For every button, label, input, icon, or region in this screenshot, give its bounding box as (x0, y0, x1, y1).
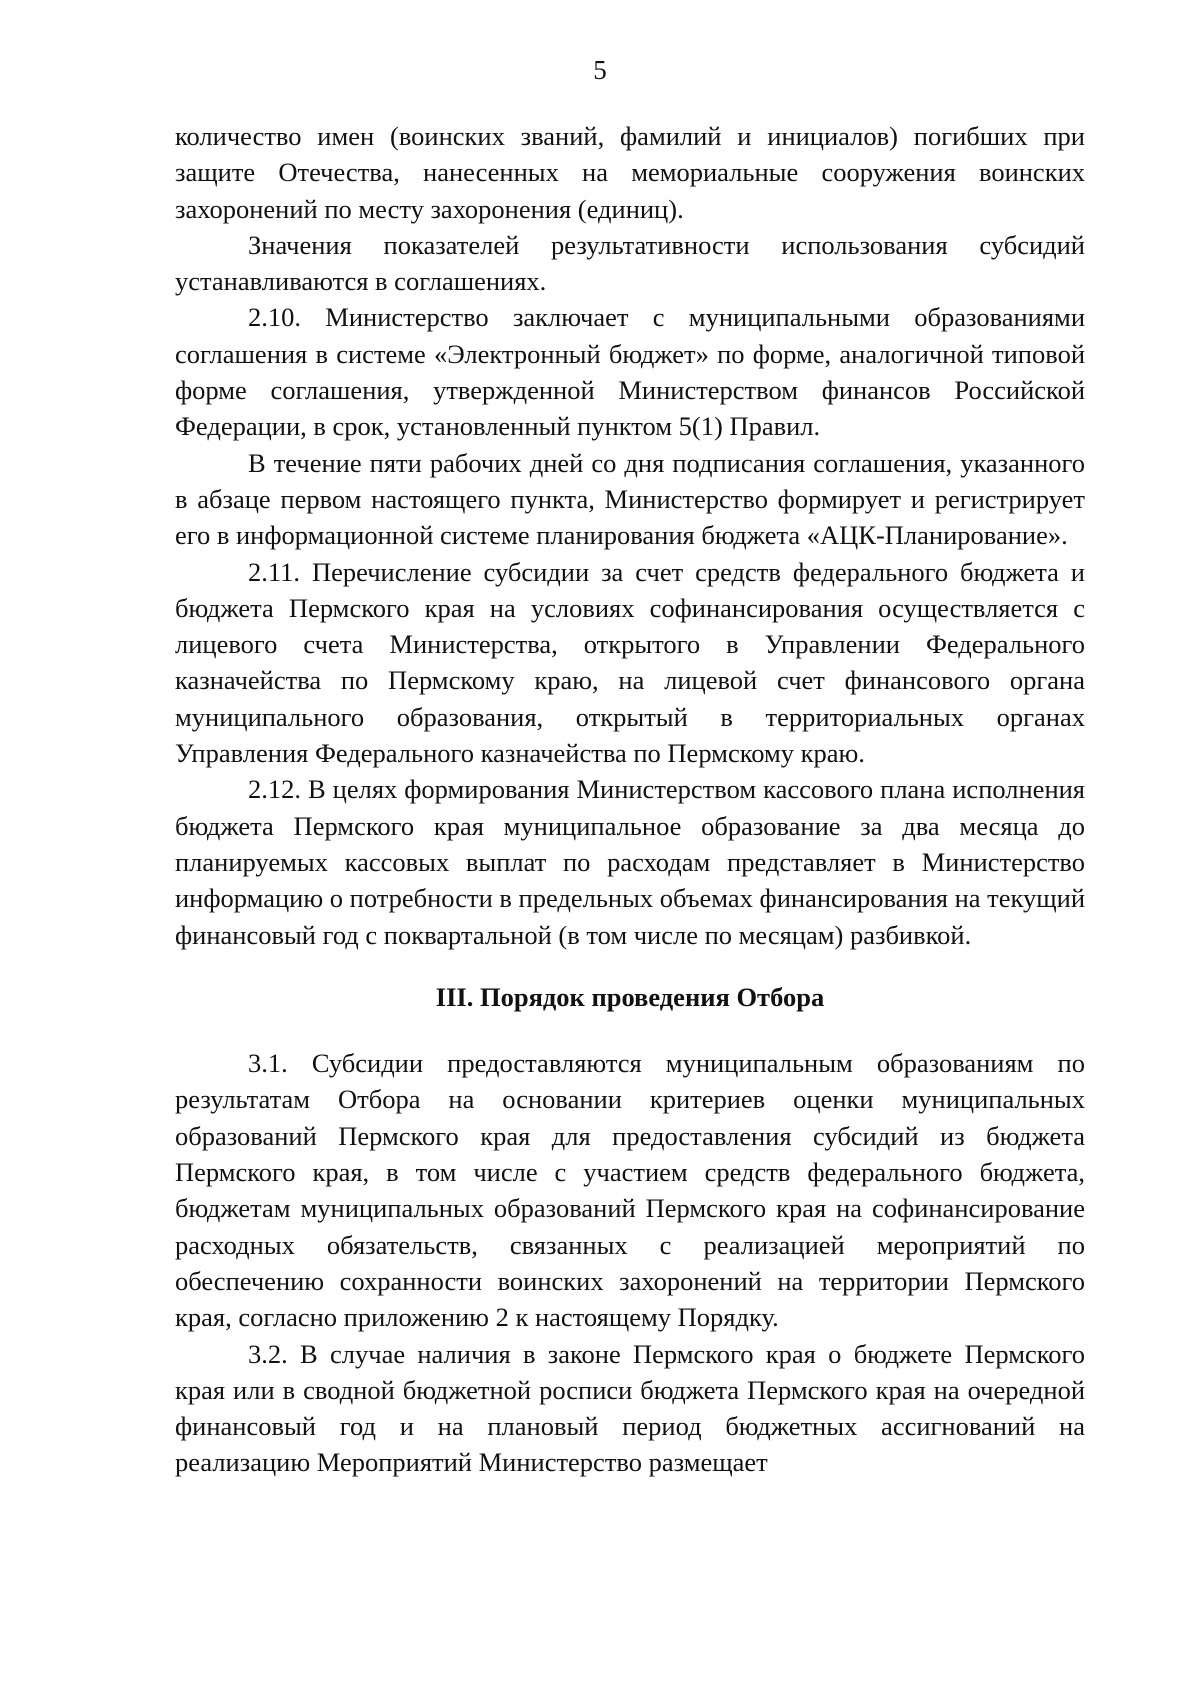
paragraphs-after-section (175, 1045, 1085, 1481)
paragraphs-before-section (175, 118, 1085, 953)
paragraph: 2.10. Министерство заключает с муниципальными образованиями соглашения в системе «Электронный бюджет» по форме, аналогичной типовой форме соглашения, утвержденной Министерством финансов Российской Федерации, в срок, установленный пунктом 5(1) Правил. (175, 302, 1085, 442)
page-number: 5 (593, 55, 607, 85)
paragraph: В течение пяти рабочих дней со дня подписания соглашения, указанного в абзаце первом настоящего пункта, Министерство формирует и регистрирует его в информационной системе планирования бюджета «АЦК-Планирование». (175, 447, 1085, 551)
paragraph: Значения показателей результативности использования субсидий устанавливаются в соглашениях. (175, 229, 1085, 297)
paragraph: 2.12. В целях формирования Министерством кассового плана исполнения бюджета Пермского края муниципальное образование за два месяца до планируемых кассовых выплат по расходам представляет в Министерство информацию о потребности в предельных объемах финансирования на текущий финансовый год с поквартальной (в том числе по месяцам) разбивкой. (175, 774, 1085, 950)
paragraph: 3.1. Субсидии предоставляются муниципальным образованиям по результатам Отбора на основании критериев оценки муниципальных образований Пермского края для предоставления субсидий из бюджета Пермского края, в том числе с участием средств федерального бюджета, бюджетам муниципальных образований Пермского края на софинансирование расходных обязательств, связанных с реализацией мероприятий по обеспечению сохранности воинских захоронений на территории Пермского края, согласно приложению 2 к настоящему Порядку. (175, 1048, 1085, 1333)
paragraph: 2.11. Перечисление субсидии за счет средств федерального бюджета и бюджета Пермского края на условиях софинансирования осуществляется с лицевого счета Министерства, открытого в Управлении Федерального казначейства по Пермскому краю, на лицевой счет финансового органа муниципального образования, открытый в территориальных органах Управления Федерального казначейства по Пермскому краю. (175, 556, 1085, 769)
paragraph: 3.2. В случае наличия в законе Пермского края о бюджете Пермского края или в сводной бюджетной росписи бюджета Пермского края на очередной финансовый год и на плановый период бюджетных ассигнований на реализацию Мероприятий Министерство размещает (175, 1338, 1085, 1478)
section-heading: III. Порядок проведения Отбора (435, 981, 825, 1012)
document-body (175, 118, 1085, 1481)
paragraph: количество имен (воинских званий, фамилий и инициалов) погибших при защите Отечества, нанесенных на мемориальные сооружения воинских захоронений по месту захоронения (единиц). (175, 121, 1085, 224)
